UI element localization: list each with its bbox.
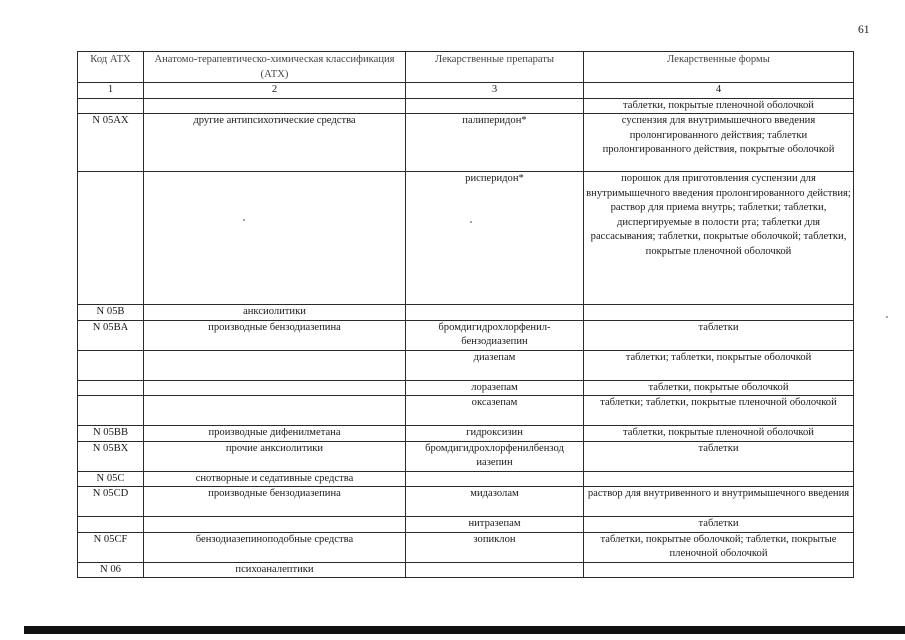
atc-class-cell: снотворные и седативные средства <box>144 471 406 487</box>
forms-cell: таблетки, покрытые оболочкой; таблетки, покрытые пленочной оболочкой <box>584 532 854 562</box>
drug-cell: зопиклон <box>406 532 584 562</box>
atc-class-cell: производные бензодиазепина <box>144 320 406 350</box>
atc-code-cell: N 05BB <box>78 426 144 442</box>
atc-class-cell: бензодиазепиноподобные средства <box>144 532 406 562</box>
atc-code-cell: N 05C <box>78 471 144 487</box>
forms-cell: таблетки, покрытые оболочкой <box>584 380 854 396</box>
column-number: 4 <box>584 83 854 99</box>
scan-artifact <box>243 219 245 221</box>
table-row <box>78 426 854 442</box>
table-row <box>78 114 854 172</box>
forms-cell: таблетки <box>584 517 854 533</box>
drug-cell: лоразепам <box>406 380 584 396</box>
table-row <box>78 305 854 321</box>
atc-class-cell <box>144 517 406 533</box>
drug-cell: рисперидон* <box>406 172 584 305</box>
atc-class-cell <box>144 396 406 426</box>
atc-code-cell <box>78 517 144 533</box>
forms-cell: таблетки; таблетки, покрытые пленочной оболочкой <box>584 396 854 426</box>
column-number: 2 <box>144 83 406 99</box>
forms-cell <box>584 471 854 487</box>
table-row <box>78 172 854 305</box>
atc-code-cell: N 05BA <box>78 320 144 350</box>
atc-class-cell <box>144 172 406 305</box>
table-row <box>78 396 854 426</box>
atc-class-cell: другие антипсихотические средства <box>144 114 406 172</box>
header-atc-classification: Анатомо-терапевтическо-химическая классификация (АТХ) <box>144 52 406 83</box>
atc-class-cell: производные бензодиазепина <box>144 487 406 517</box>
forms-cell: таблетки <box>584 441 854 471</box>
table-row <box>78 517 854 533</box>
atc-class-cell: анксиолитики <box>144 305 406 321</box>
forms-cell: порошок для приготовления суспензии для внутримышечного введения пролонгированного действия; раствор для приема внутрь; таблетки; таблетки, диспергируемые в полости рта; таблетки для рассасывания; таблетки, покрытые оболочкой; таблетки, покрытые пленочной оболочкой <box>584 172 854 305</box>
drug-cell <box>406 98 584 114</box>
atc-class-cell: производные дифенилметана <box>144 426 406 442</box>
table-row <box>78 98 854 114</box>
atc-code-cell: N 06 <box>78 562 144 578</box>
atc-class-cell <box>144 350 406 380</box>
forms-cell: таблетки, покрытые пленочной оболочкой <box>584 426 854 442</box>
page-number: 61 <box>858 24 870 36</box>
atc-class-cell: психоаналептики <box>144 562 406 578</box>
drug-cell: бромдигидрохлорфенил-бензодиазепин <box>406 320 584 350</box>
atc-code-cell <box>78 396 144 426</box>
table-row <box>78 441 854 471</box>
table-row <box>78 380 854 396</box>
table-row <box>78 320 854 350</box>
drug-cell: диазепам <box>406 350 584 380</box>
atc-code-cell <box>78 380 144 396</box>
column-number: 3 <box>406 83 584 99</box>
forms-cell: суспензия для внутримышечного введения пролонгированного действия; таблетки пролонгированного действия, покрытые оболочкой <box>584 114 854 172</box>
column-number-row <box>78 83 854 99</box>
atc-code-cell <box>78 172 144 305</box>
atc-code-cell: N 05CD <box>78 487 144 517</box>
column-number: 1 <box>78 83 144 99</box>
forms-cell <box>584 562 854 578</box>
atc-code-cell <box>78 98 144 114</box>
forms-cell: раствор для внутривенного и внутримышечного введения <box>584 487 854 517</box>
atc-code-cell <box>78 350 144 380</box>
forms-cell <box>584 305 854 321</box>
table-row <box>78 471 854 487</box>
scan-artifact <box>886 316 888 318</box>
forms-cell: таблетки <box>584 320 854 350</box>
header-atc-code: Код АТХ <box>78 52 144 83</box>
drug-cell: бромдигидрохлорфенилбензод иазепин <box>406 441 584 471</box>
table-header-row <box>78 52 854 83</box>
atc-class-cell <box>144 380 406 396</box>
atc-class-cell: прочие анксиолитики <box>144 441 406 471</box>
header-drugs: Лекарственные препараты <box>406 52 584 83</box>
scan-artifact <box>470 221 472 223</box>
drug-cell: оксазепам <box>406 396 584 426</box>
drug-cell <box>406 562 584 578</box>
forms-cell: таблетки; таблетки, покрытые оболочкой <box>584 350 854 380</box>
drug-cell <box>406 305 584 321</box>
table-row <box>78 532 854 562</box>
atc-code-cell: N 05AX <box>78 114 144 172</box>
drug-cell <box>406 471 584 487</box>
atc-code-cell: N 05BX <box>78 441 144 471</box>
drug-cell: палиперидон* <box>406 114 584 172</box>
scan-border-bar <box>24 626 905 634</box>
drug-cell: нитразепам <box>406 517 584 533</box>
table-row <box>78 562 854 578</box>
atc-code-cell: N 05B <box>78 305 144 321</box>
atc-class-cell <box>144 98 406 114</box>
atx-table <box>77 51 854 578</box>
forms-cell: таблетки, покрытые пленочной оболочкой <box>584 98 854 114</box>
table-row <box>78 350 854 380</box>
drug-cell: гидроксизин <box>406 426 584 442</box>
atc-code-cell: N 05CF <box>78 532 144 562</box>
header-dosage-forms: Лекарственные формы <box>584 52 854 83</box>
table-row <box>78 487 854 517</box>
drug-cell: мидазолам <box>406 487 584 517</box>
